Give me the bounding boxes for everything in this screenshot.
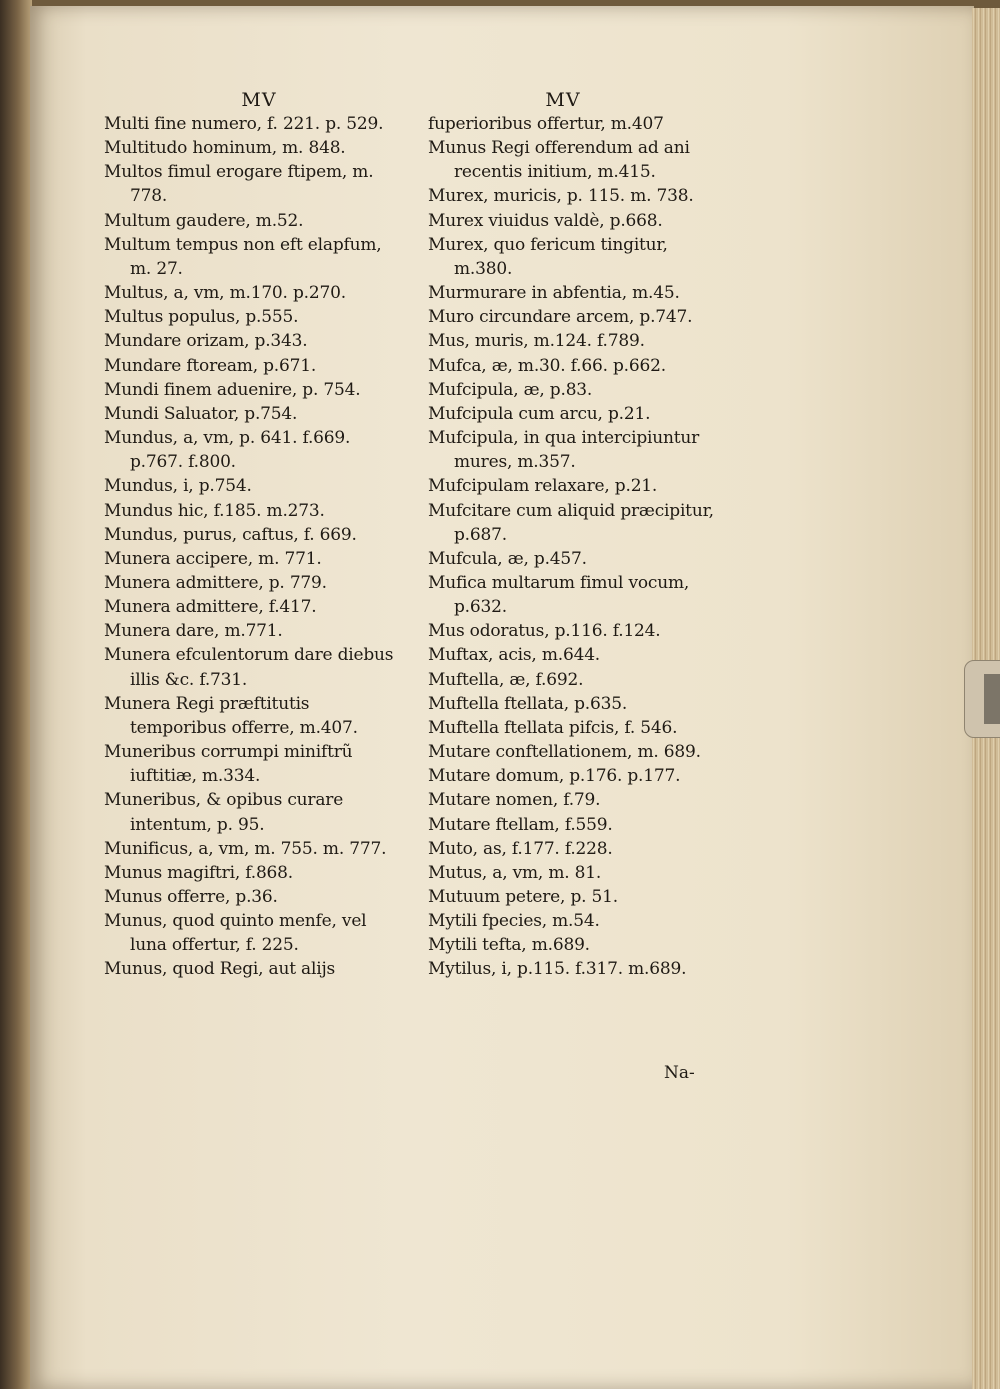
index-entry: Mundare orizam, p.343. — [104, 331, 308, 352]
index-entry: Multus populus, p.555. — [104, 307, 299, 328]
left-column — [104, 88, 404, 982]
index-entry: Multus, a, vm, m.170. p.270. — [104, 283, 346, 304]
book-binding-edge — [0, 0, 32, 1389]
index-entry: Mundi Saluator, p.754. — [104, 403, 298, 424]
index-entry: Multos fimul erogare ftipem, m. 778. — [104, 162, 374, 207]
index-entry: Mundus, purus, caftus, f. 669. — [104, 524, 357, 545]
left-running-header: MV — [241, 89, 277, 111]
index-entry: Munera admittere, f.417. — [104, 597, 317, 618]
index-entry: Munus, quod Regi, aut alijs — [104, 959, 336, 980]
index-entry: Munus, quod quinto menfe, vel luna offertur, f. 225. — [104, 911, 367, 956]
index-entry: Mus odoratus, p.116. f.124. — [428, 621, 661, 642]
index-entry: Murex, muricis, p. 115. m. 738. — [428, 186, 694, 207]
index-entry: Mufcipulam relaxare, p.21. — [428, 476, 658, 497]
right-column — [428, 88, 728, 982]
index-entry: Munus magiftri, f.868. — [104, 862, 293, 883]
index-entry: Muto, as, f.177. f.228. — [428, 838, 613, 859]
index-entry: Murex, quo fericum tingitur, m.380. — [428, 234, 668, 279]
index-entry: Mutare ftellam, f.559. — [428, 814, 613, 835]
index-entry: Mutuum petere, p. 51. — [428, 887, 618, 907]
index-entry: Mufcula, æ, p.457. — [428, 548, 587, 569]
index-entry: Muneribus, & opibus curare intentum, p. 95. — [104, 790, 344, 835]
index-entry: Munera dare, m.771. — [104, 621, 283, 642]
index-entry: Murex viuidus valdè, p.668. — [428, 210, 663, 231]
index-entry: Mundus, i, p.754. — [104, 476, 252, 497]
index-entry: Mufcipula, æ, p.83. — [428, 379, 593, 400]
left-entry-list — [104, 112, 404, 982]
index-entry: Munera admittere, p. 779. — [104, 572, 327, 593]
index-entry: Mufcitare cum aliquid præcipitur, p.687. — [428, 500, 714, 545]
index-entry: Multitudo hominum, m. 848. — [104, 138, 346, 159]
index-entry: Multum gaudere, m.52. — [104, 210, 304, 231]
index-entry: Mufca, æ, m.30. f.66. p.662. — [428, 355, 666, 376]
index-entry: Munificus, a, vm, m. 755. m. 777. — [104, 838, 387, 859]
index-entry: Mundi finem aduenire, p. 754. — [104, 379, 361, 400]
index-entry: Mutare domum, p.176. p.177. — [428, 766, 681, 787]
catchword: Na- — [664, 1063, 695, 1083]
index-entry: Mufcipula cum arcu, p.21. — [428, 403, 651, 424]
index-entry: Multi fine numero, f. 221. p. 529. — [104, 114, 384, 134]
index-entry: Munera accipere, m. 771. — [104, 548, 322, 569]
index-entry: Mundus hic, f.185. m.273. — [104, 500, 325, 521]
index-entry: Mufcipula, in qua intercipiuntur mures, m.357. — [428, 428, 700, 473]
index-entry: Mytili fpecies, m.54. — [428, 911, 600, 932]
index-entry: Muftella, æ, f.692. — [428, 669, 584, 690]
index-entry: Muneribus corrumpi miniftrũ iuftitiæ, m.334. — [104, 742, 353, 787]
index-entry: Muftax, acis, m.644. — [428, 645, 601, 666]
index-entry: Mutare nomen, f.79. — [428, 790, 601, 811]
index-entry: Mutus, a, vm, m. 81. — [428, 862, 602, 883]
index-entry: Mundare ftoream, p.671. — [104, 355, 317, 376]
index-entry: Munera efculentorum dare diebus illis &c. f.731. — [104, 645, 394, 690]
index-entry: Multum tempus non eft elapfum, m. 27. — [104, 234, 382, 279]
index-entry: Mytilus, i, p.115. f.317. m.689. — [428, 959, 687, 980]
right-entry-list — [428, 112, 728, 982]
index-entry: fuperioribus offertur, m.407 — [428, 114, 664, 134]
index-entry: Mutare conftellationem, m. 689. — [428, 742, 701, 763]
index-entry: Mus, muris, m.124. f.789. — [428, 331, 645, 352]
index-entry: Munus offerre, p.36. — [104, 887, 278, 907]
right-running-header: MV — [545, 89, 581, 111]
index-entry: Muftella ftellata pifcis, f. 546. — [428, 717, 678, 738]
bookmark-tab-inner — [984, 674, 1000, 724]
index-entry: Mundus, a, vm, p. 641. f.669. p.767. f.800. — [104, 428, 351, 473]
index-entry: Mufica multarum fimul vocum, p.632. — [428, 572, 690, 618]
index-entry: Munera Regi præftitutis temporibus offerre, m.407. — [104, 693, 358, 738]
index-entry: Murmurare in abfentia, m.45. — [428, 283, 680, 304]
index-entry: Munus Regi offerendum ad ani recentis initium, m.415. — [428, 138, 690, 183]
index-entry: Mytili tefta, m.689. — [428, 935, 590, 956]
index-entry: Muftella ftellata, p.635. — [428, 693, 628, 714]
index-entry: Muro circundare arcem, p.747. — [428, 307, 693, 328]
